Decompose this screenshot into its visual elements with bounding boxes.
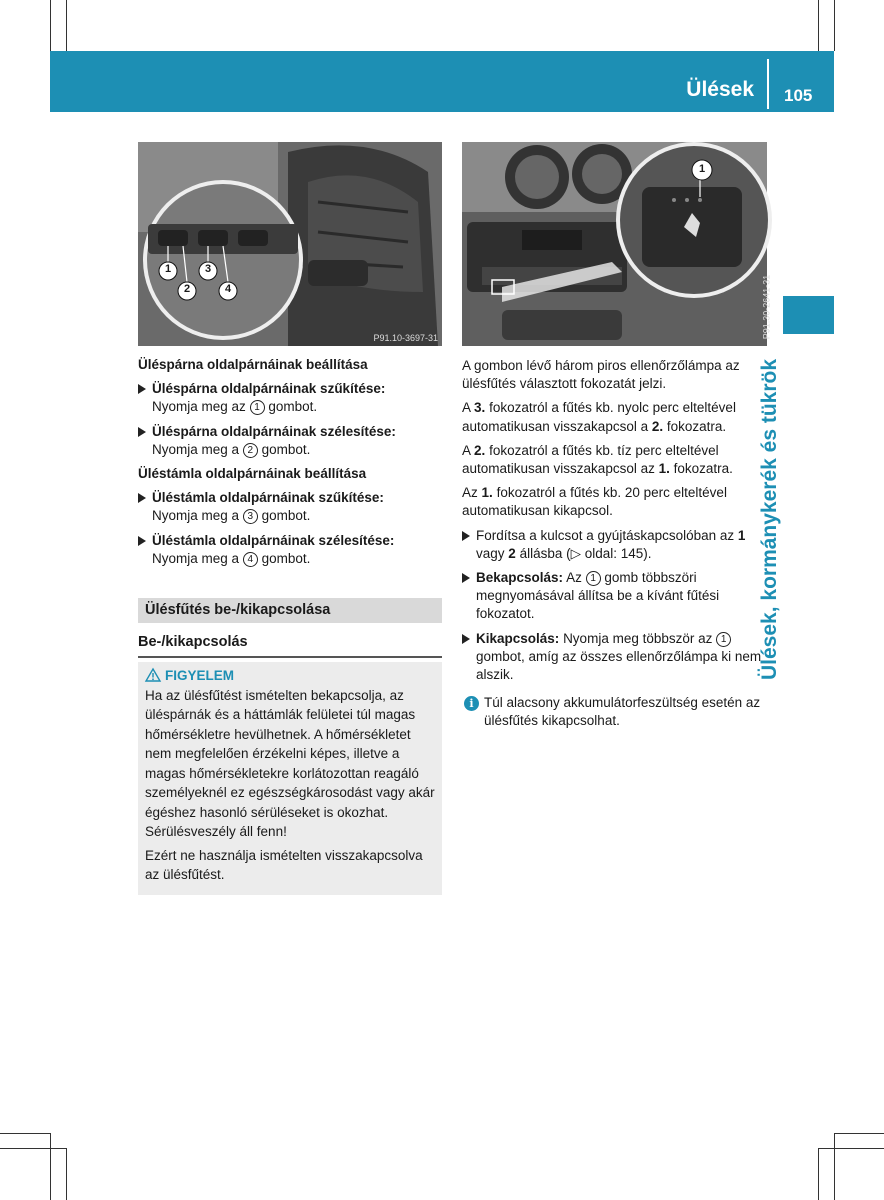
step-text: Nyomja meg az xyxy=(152,399,246,415)
subheading: Üléspárna oldalpárnáinak beállítása xyxy=(138,357,368,372)
step-arrow-icon xyxy=(462,573,470,583)
callout-ref: 1 xyxy=(586,571,601,586)
callout-4: 4 xyxy=(224,283,232,295)
paragraph: A 2. fokozatról a fűtés kb. tíz perc elteltével automatikusan visszakapcsol az 1. fokozatra. xyxy=(462,442,733,477)
callout-1: 1 xyxy=(164,263,172,275)
step-arrow-icon xyxy=(138,493,146,503)
crop-mark xyxy=(818,1148,819,1200)
crop-mark xyxy=(50,1133,51,1200)
callout-2: 2 xyxy=(183,283,191,295)
crop-mark xyxy=(66,0,67,51)
instruction-step xyxy=(138,489,442,525)
instruction-step: Fordítsa a kulcsot a gyújtáskapcsolóban az 1 vagy 2 állásba (▷ oldal: 145). xyxy=(462,527,767,563)
left-column xyxy=(138,356,442,574)
step-text: Nyomja meg a xyxy=(152,508,240,524)
crop-mark xyxy=(834,0,835,51)
step-arrow-icon xyxy=(138,427,146,437)
step-text: Nyomja meg a xyxy=(152,550,240,566)
paragraph: Az 1. fokozatról a fűtés kb. 20 perc elteltével automatikusan kikapcsol. xyxy=(462,485,727,519)
crop-mark xyxy=(66,1148,67,1200)
right-column xyxy=(462,357,767,731)
page-title: Ülések xyxy=(686,78,754,101)
callout-ref: 4 xyxy=(243,552,258,567)
instruction-step: Kikapcsolás: Nyomja meg többször az 1 gombot, amíg az összes ellenőrzőlámpa ki nem alszik. xyxy=(462,630,767,685)
photo-code: P91.30-2641-31 xyxy=(761,274,772,340)
warning-box xyxy=(138,662,442,895)
seat-adjust-illustration xyxy=(138,142,442,346)
seat-heating-illustration xyxy=(462,142,767,346)
instruction-step xyxy=(138,532,442,568)
callout-ref: 1 xyxy=(716,632,731,647)
info-icon: i xyxy=(464,696,479,711)
warning-title-text: FIGYELEM xyxy=(165,668,235,683)
crop-mark xyxy=(50,0,51,51)
subheading: Üléstámla oldalpárnáinak beállítása xyxy=(138,466,367,482)
header-separator xyxy=(767,59,769,109)
step-text: gombot. xyxy=(261,508,311,524)
step-label: Üléspárna oldalpárnáinak szélesítése: xyxy=(152,423,396,439)
step-arrow-icon xyxy=(462,531,470,541)
info-note xyxy=(462,694,767,730)
step-text: gombot. xyxy=(261,550,311,566)
crop-mark xyxy=(818,0,819,51)
callout-ref: 1 xyxy=(250,400,265,415)
step-arrow-icon xyxy=(462,634,470,644)
step-text: gombot. xyxy=(261,441,311,457)
crop-mark xyxy=(0,1133,50,1134)
instruction-step xyxy=(138,423,442,459)
step-label: Üléstámla oldalpárnáinak szélesítése: xyxy=(152,532,395,548)
page-header xyxy=(50,51,834,112)
step-text: Nyomja meg a xyxy=(152,441,240,457)
warning-title xyxy=(145,666,435,686)
callout-ref: 2 xyxy=(243,443,258,458)
callout-1: 1 xyxy=(698,163,706,175)
instruction-step: Bekapcsolás: Az 1 gomb többszöri megnyomásával állítsa be a kívánt fűtési fokozatot. xyxy=(462,569,767,624)
step-label: Üléstámla oldalpárnáinak szűkítése: xyxy=(152,490,384,506)
step-label: Bekapcsolás: xyxy=(476,570,564,586)
crop-mark xyxy=(834,1133,884,1134)
info-text: Túl alacsony akkumulátorfeszültség esetén az ülésfűtés kikapcsolhat. xyxy=(484,695,761,729)
seat-adjust-photo xyxy=(138,142,442,346)
section-title xyxy=(138,598,442,623)
section-subtitle: Be-/kikapcsolás xyxy=(138,634,442,658)
paragraph: A 3. fokozatról a fűtés kb. nyolc perc elteltével automatikusan visszakapcsol a 2. fokozatra. xyxy=(462,400,736,434)
step-label: Kikapcsolás: xyxy=(476,630,560,646)
step-text: gombot. xyxy=(268,399,318,415)
seat-heating-photo xyxy=(462,142,772,346)
chapter-tab xyxy=(783,296,834,334)
chapter-label: Ülések, kormánykerék és tükrök xyxy=(758,358,781,680)
step-arrow-icon xyxy=(138,536,146,546)
crop-mark xyxy=(0,1148,66,1149)
warning-paragraph: Ezért ne használja ismételten visszakapcsolva az ülésfűtést. xyxy=(145,847,423,882)
warning-paragraph: Ha az ülésfűtést ismételten bekapcsolja, az üléspárnák és a háttámlák felületei túl magas hőmérsékletre hevülhetnek. A hőmérsékletet nem megfelelően érzékelni képes, illetve a magas hőmérsékletekre korlátozottan reagáló személyeknél ez egészségkárosodást vagy akár égéshez hasonló sérüléseket is okozhat. Sérülésveszély áll fenn! xyxy=(145,687,435,839)
warning-icon xyxy=(145,668,161,682)
page-number: 105 xyxy=(784,86,813,105)
instruction-step xyxy=(138,380,442,416)
crop-mark xyxy=(818,1148,884,1149)
callout-ref: 3 xyxy=(243,509,258,524)
step-label: Üléspárna oldalpárnáinak szűkítése: xyxy=(152,381,386,397)
section-title-text: Ülésfűtés be-/kikapcsolása xyxy=(145,602,331,618)
step-arrow-icon xyxy=(138,384,146,394)
crop-mark xyxy=(834,1133,835,1200)
photo-code: P91.10-3697-31 xyxy=(373,333,438,343)
callout-3: 3 xyxy=(204,263,212,275)
paragraph: A gombon lévő három piros ellenőrzőlámpa az ülésfűtés választott fokozatát jelzi. xyxy=(462,358,740,392)
